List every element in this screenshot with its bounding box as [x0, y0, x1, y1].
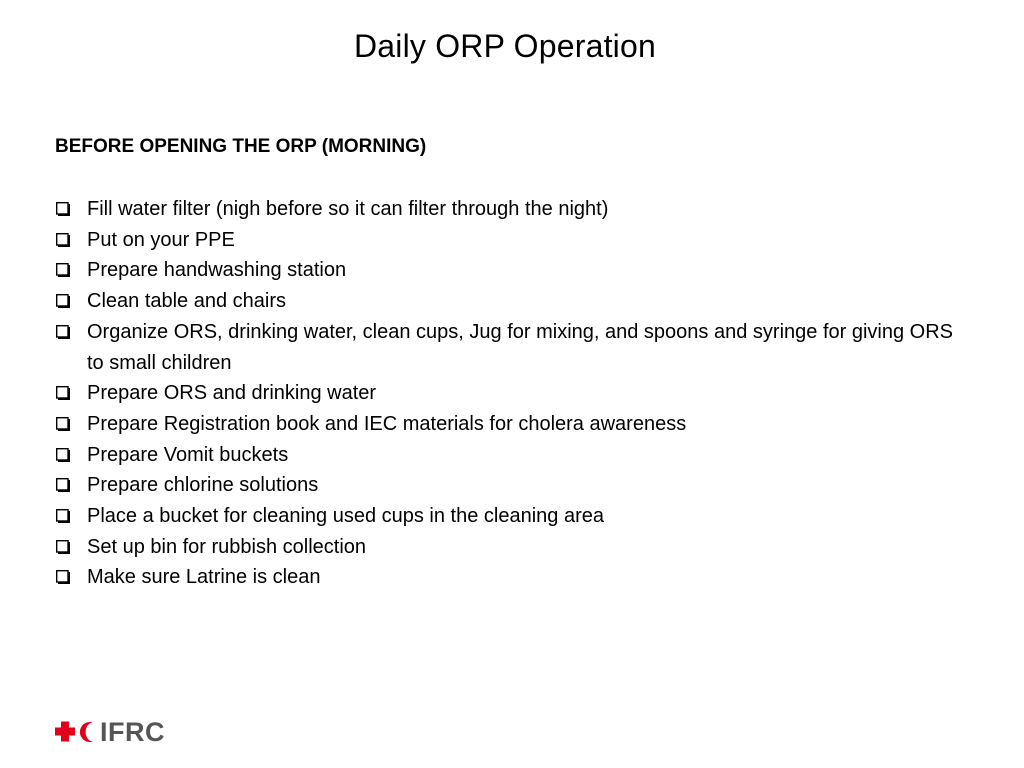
checklist-item-text: Prepare ORS and drinking water — [87, 382, 377, 405]
checklist-item — [55, 255, 955, 286]
checklist-item — [55, 286, 955, 317]
ifrc-logo — [55, 718, 165, 746]
checkbox-icon — [56, 540, 71, 555]
checklist-item-text: Set up bin for rubbish collection — [87, 535, 367, 558]
checklist-item-text: Put on your PPE — [87, 228, 235, 251]
checklist-item-text: Prepare Vomit buckets — [87, 443, 289, 466]
checklist-item-text: Prepare Registration book and IEC materials for cholera awareness — [87, 412, 687, 435]
checkbox-icon — [56, 417, 71, 432]
checkbox-icon — [56, 233, 71, 248]
checkbox-icon — [56, 570, 71, 585]
checklist-item — [55, 409, 955, 440]
red-cross-crescent-logo-icon — [55, 718, 99, 746]
checklist-item-text: Fill water filter (nigh before so it can filter through the night) — [87, 198, 609, 220]
checkbox-icon — [56, 478, 71, 493]
checklist — [55, 194, 955, 593]
checklist-item — [55, 440, 955, 471]
checklist-item — [55, 194, 955, 225]
checklist-item — [55, 317, 955, 378]
checkbox-icon — [56, 294, 71, 309]
checklist-item-text: Prepare chlorine solutions — [87, 474, 319, 497]
checklist-item-text: Place a bucket for cleaning used cups in the cleaning area — [87, 505, 605, 528]
checklist-item — [55, 562, 955, 593]
checklist-item — [55, 225, 955, 256]
checkbox-icon — [56, 386, 71, 401]
checklist-item-text: Organize ORS, drinking water, clean cups, Jug for mixing, and spoons and syringe for giving ORS to small children — [87, 320, 953, 374]
checkbox-icon — [56, 448, 71, 463]
slide-title: Daily ORP Operation — [353, 28, 656, 64]
checkbox-icon — [56, 509, 71, 524]
checklist-item — [55, 378, 955, 409]
logo-text: IFRC — [100, 717, 165, 747]
checklist-item — [55, 532, 955, 563]
checklist-item-text: Prepare handwashing station — [87, 259, 347, 282]
checklist-item — [55, 470, 955, 501]
section-heading: BEFORE OPENING THE ORP (MORNING) — [55, 136, 427, 157]
checkbox-icon — [56, 325, 71, 340]
checkbox-icon — [56, 263, 71, 278]
checklist-item-text: Make sure Latrine is clean — [87, 566, 321, 589]
checkbox-icon — [56, 202, 71, 217]
checklist-item-text: Clean table and chairs — [87, 290, 287, 313]
checklist-item — [55, 501, 955, 532]
